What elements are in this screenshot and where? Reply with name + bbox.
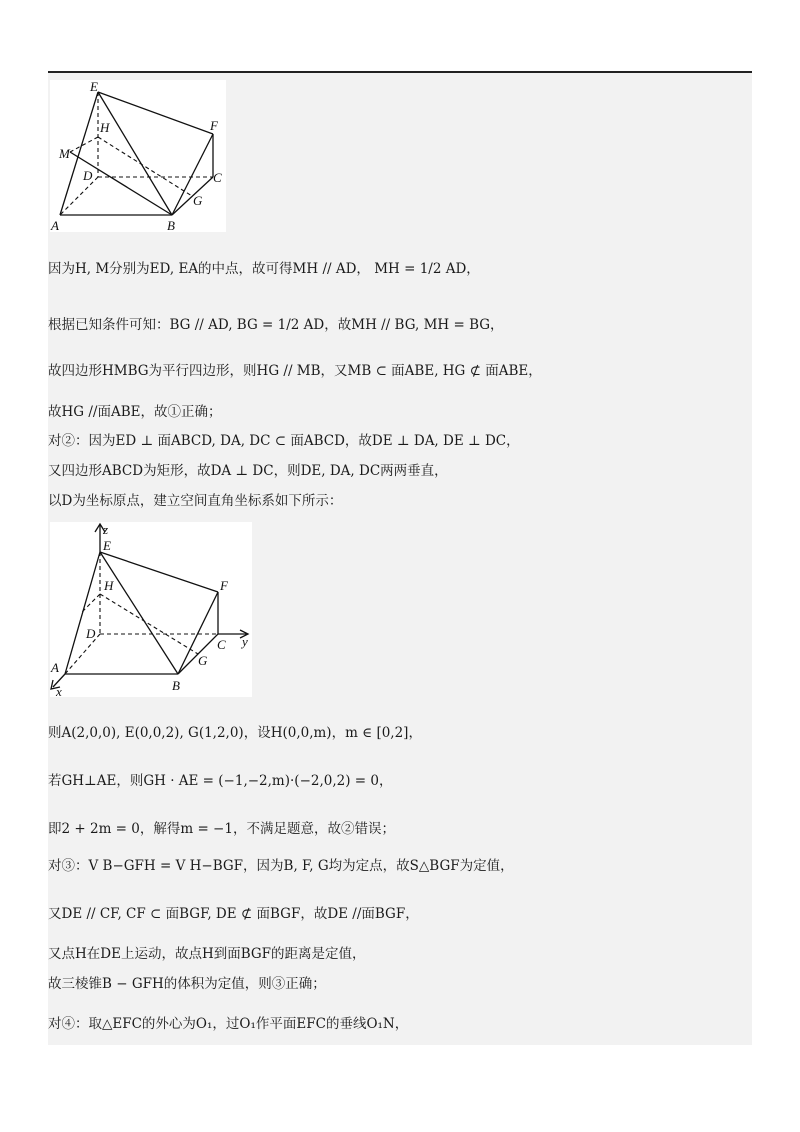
- figure-prism-2: [50, 522, 252, 697]
- label-A: A: [51, 218, 59, 232]
- text-line-13: 又点H在DE上运动，故点H到面BGF的距离是定值，: [48, 946, 366, 962]
- label-B: B: [167, 218, 175, 232]
- figure-prism-1: [50, 80, 226, 232]
- text-line-6: 又四边形ABCD为矩形，故DA ⊥ DC，则DE, DA, DC两两垂直，: [48, 463, 448, 479]
- label-E: E: [90, 80, 98, 94]
- text-line-2: 根据已知条件可知：BG // AD, BG = 1/2 AD，故MH // BG, MH = BG，: [48, 317, 504, 333]
- text-line-12: 又DE // CF, CF ⊂ 面BGF, DE ⊄ 面BGF，故DE //面BGF，: [48, 906, 419, 922]
- label-C2: C: [217, 637, 226, 652]
- text-line-14: 故三棱锥B − GFH的体积为定值，则③正确；: [48, 976, 326, 992]
- label-A2: A: [51, 660, 59, 675]
- label-H: H: [100, 120, 110, 135]
- label-C: C: [213, 170, 222, 185]
- text-line-1: 因为H, M分别为ED, EA的中点，故可得MH // AD， MH = 1/2 AD，: [48, 261, 480, 277]
- label-B2: B: [172, 678, 180, 693]
- text-line-9: 若GH⊥AE，则GH · AE = (−1,−2,m)·(−2,0,2) = 0，: [48, 773, 393, 789]
- text-line-15: 对④：取△EFC的外心为O₁，过O₁作平面EFC的垂线O₁N，: [48, 1016, 409, 1032]
- text-line-3: 故四边形HMBG为平行四边形，则HG // MB，又MB ⊂ 面ABE, HG ⊄ 面ABE，: [48, 363, 542, 379]
- label-G2: G: [198, 653, 208, 668]
- text-line-10: 即2 + 2m = 0，解得m = −1，不满足题意，故②错误；: [48, 821, 395, 837]
- text-line-11: 对③：V B−GFH = V H−BGF，因为B, F, G均为定点，故S△BGF为定值，: [48, 858, 514, 874]
- text-line-4: 故HG //面ABE，故①正确；: [48, 404, 222, 420]
- label-D: D: [83, 168, 93, 183]
- label-H2: H: [104, 578, 114, 593]
- label-D2: D: [86, 626, 96, 641]
- prism-diagram-1: [50, 80, 226, 232]
- label-E2: E: [103, 538, 111, 553]
- label-F2: F: [220, 578, 228, 593]
- label-M: M: [59, 146, 70, 161]
- label-y: y: [242, 634, 248, 649]
- label-F: F: [210, 118, 218, 133]
- label-x: x: [56, 684, 62, 697]
- text-line-7: 以D为坐标原点，建立空间直角坐标系如下所示：: [48, 493, 343, 509]
- prism-diagram-2: [50, 522, 252, 697]
- label-z: z: [103, 522, 109, 537]
- text-line-8: 则A(2,0,0), E(0,0,2), G(1,2,0)，设H(0,0,m)，m ∈ [0,2]，: [48, 725, 422, 741]
- label-G: G: [193, 193, 203, 208]
- text-line-5: 对②：因为ED ⊥ 面ABCD, DA, DC ⊂ 面ABCD，故DE ⊥ DA, DE ⊥ DC，: [48, 433, 520, 449]
